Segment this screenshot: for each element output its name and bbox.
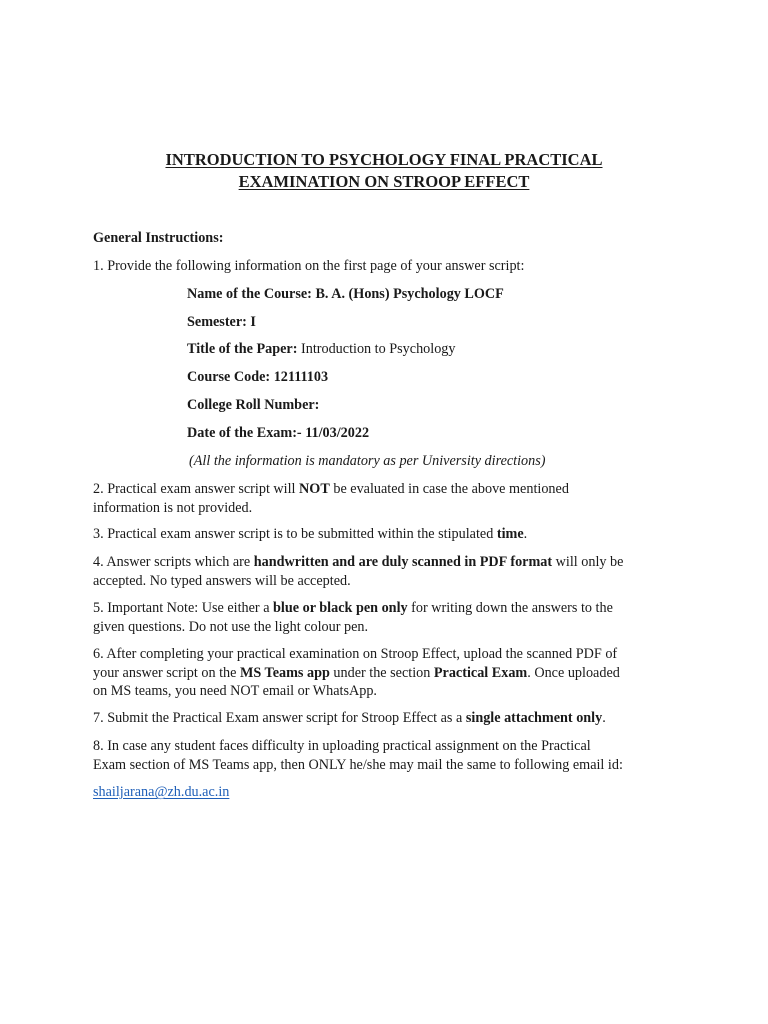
instruction-1: 1. Provide the following information on the first page of your answer script: — [93, 258, 525, 274]
instruction-6-section: Practical Exam — [433, 664, 528, 681]
instruction-6-g: on MS teams, you need NOT email or WhatsApp. — [93, 683, 377, 699]
instruction-4-bold: handwritten and are duly scanned in PDF format — [253, 554, 553, 570]
instruction-2-a: 2. Practical exam answer script will — [93, 481, 300, 497]
email-link[interactable]: shailjarana@zh.du.ac.in — [93, 784, 230, 800]
instruction-4-c: will only be — [552, 554, 624, 570]
general-instructions-heading: General Instructions: — [93, 230, 224, 246]
instruction-3-a: 3. Practical exam answer script is to be submitted within the stipulated — [93, 526, 497, 542]
info-roll-number: College Roll Number: — [187, 397, 320, 413]
info-course-code: Course Code: 12111103 — [187, 369, 329, 385]
instruction-5-c: for writing down the answers to the — [407, 600, 613, 616]
instruction-6-teams: MS Teams app — [239, 664, 330, 681]
email-line — [93, 783, 693, 802]
instruction-6 — [93, 645, 693, 701]
instruction-7-a: 7. Submit the Practical Exam answer script for Stroop Effect as a — [93, 710, 466, 726]
instruction-3-c: . — [523, 526, 528, 542]
instruction-8 — [93, 737, 693, 774]
title-line-1: INTRODUCTION TO PSYCHOLOGY FINAL PRACTICAL — [165, 150, 603, 169]
instruction-8-b: Exam section of MS Teams app, then ONLY he/she may mail the same to following email id: — [93, 756, 623, 773]
instruction-3 — [93, 525, 693, 544]
document-title — [0, 149, 768, 193]
instruction-5 — [93, 599, 693, 636]
instruction-6-b: your answer script on the — [93, 664, 240, 681]
info-paper-title — [187, 340, 455, 358]
instruction-3-bold: time — [496, 526, 524, 542]
instruction-2 — [93, 480, 693, 517]
info-exam-date: Date of the Exam:- 11/03/2022 — [187, 425, 370, 441]
instruction-4-a: 4. Answer scripts which are — [93, 554, 254, 570]
instruction-7 — [93, 709, 693, 728]
instruction-6-d: under the section — [329, 664, 434, 681]
instruction-6-a: 6. After completing your practical examination on Stroop Effect, upload the scanned PDF of — [93, 646, 618, 662]
paper-title-label: Title of the Paper: — [187, 341, 298, 357]
instruction-2-c: be evaluated in case the above mentioned — [329, 481, 569, 497]
paper-title-value: Introduction to Psychology — [297, 341, 456, 357]
info-semester: Semester: I — [187, 314, 256, 330]
info-course-name: Name of the Course: B. A. (Hons) Psychology LOCF — [187, 286, 504, 302]
instruction-5-a: 5. Important Note: Use either a — [93, 600, 274, 616]
instruction-5-bold: blue or black pen only — [273, 600, 408, 616]
instruction-8-a: 8. In case any student faces difficulty in uploading practical assignment on the Practical — [93, 738, 591, 754]
instruction-4 — [93, 553, 693, 590]
mandatory-note: (All the information is mandatory as per University directions) — [189, 453, 546, 469]
instruction-7-c: . — [602, 710, 606, 726]
instruction-5-d: given questions. Do not use the light colour pen. — [93, 618, 369, 635]
instruction-2-d: information is not provided. — [93, 499, 253, 516]
instruction-4-d: accepted. No typed answers will be accepted. — [93, 572, 351, 589]
instruction-6-f: . Once uploaded — [527, 664, 620, 681]
instruction-7-bold: single attachment only — [465, 710, 603, 726]
instruction-2-bold: NOT — [299, 481, 330, 497]
title-line-2: EXAMINATION ON STROOP EFFECT — [238, 172, 530, 191]
